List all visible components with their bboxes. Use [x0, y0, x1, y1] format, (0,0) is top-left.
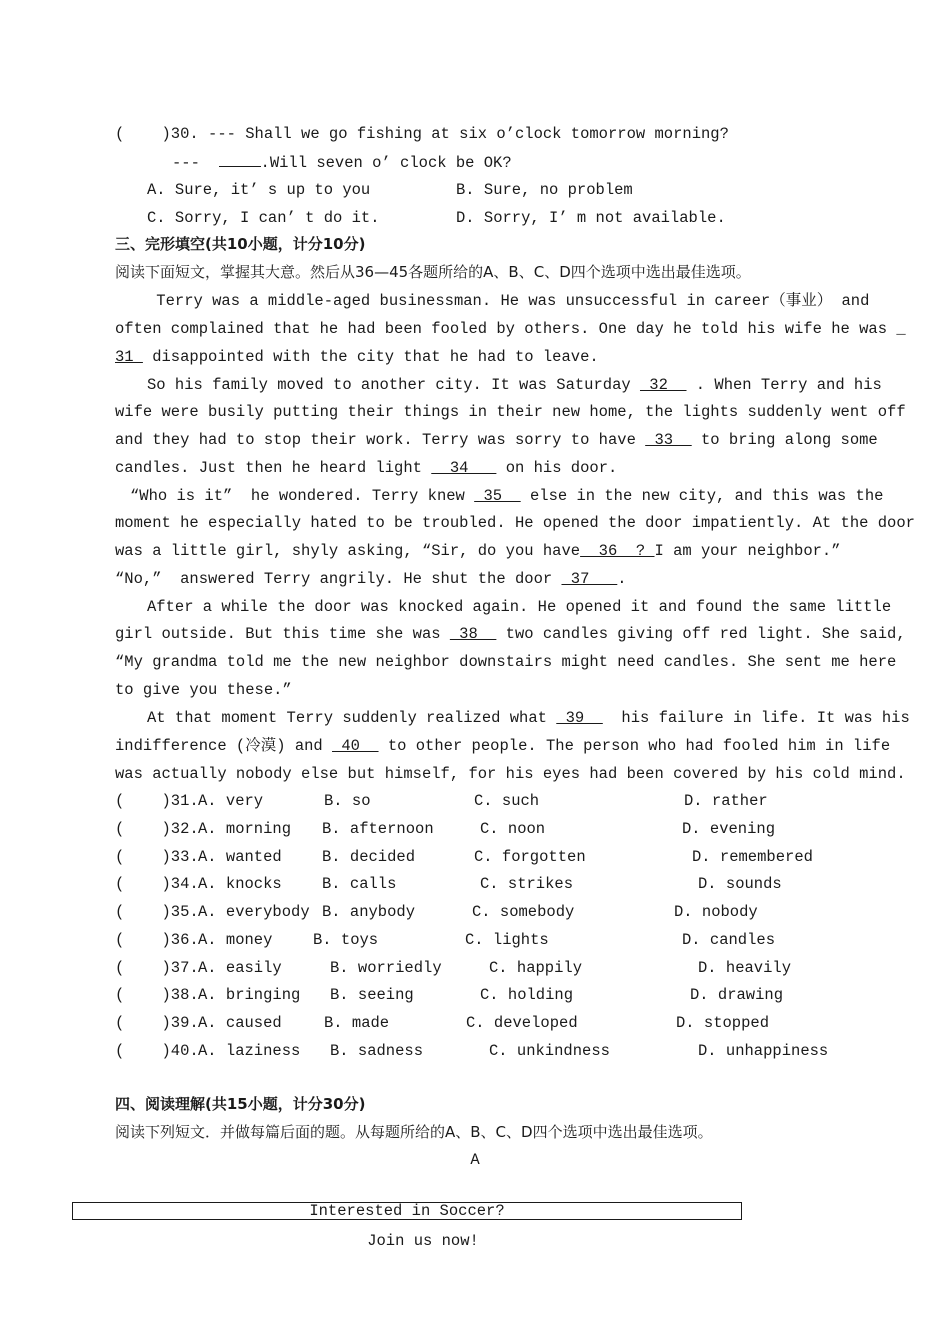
section4-instruction: 阅读下列短文．并做每篇后面的题。从每题所给的A、B、C、D四个选项中选出最佳选项。 [115, 1123, 713, 1141]
section3-instruction: 阅读下面短文，掌握其大意。然后从36—45各题所给的A、B、C、D四个选项中选出最佳选项。 [115, 263, 751, 281]
question-number: ( )33. [115, 848, 199, 866]
ad-title-box: Interested in Soccer? [72, 1202, 742, 1220]
option-c: C. such [474, 792, 540, 810]
passage-line-10-b: I am your neighbor.” [654, 542, 841, 560]
q30-reply-suffix: .Will seven o’ clock be OK? [260, 154, 512, 172]
blank-40: 40 [332, 737, 379, 755]
q30-option-d: D. Sorry, I’ m not available. [456, 209, 726, 227]
passage-line-12: After a while the door was knocked again. He opened it and found the same little [147, 598, 892, 616]
option-a: A. everybody [198, 903, 310, 921]
q30-option-a: A. Sure, it’ s up to you [147, 181, 371, 199]
q30-answer-blank [219, 152, 261, 167]
passage-line-17 [115, 736, 890, 756]
option-b: B. made [324, 1014, 390, 1032]
blank-31: 31 [115, 348, 143, 366]
q30-reply-prefix: --- [172, 154, 200, 172]
passage-line-4-b: . When Terry and his [686, 376, 882, 394]
option-a: A. knocks [198, 875, 282, 893]
passage-line-6 [115, 430, 878, 450]
option-b: B. so [324, 792, 371, 810]
option-c: C. developed [466, 1014, 578, 1032]
passage-line-6-b: to bring along some [691, 431, 878, 449]
q30-option-b: B. Sure, no problem [456, 181, 633, 199]
passage-line-13-a: girl outside. But this time she was [115, 625, 450, 643]
blank-35: 35 [474, 487, 521, 505]
blank-37: 37 [561, 570, 618, 588]
q30-option-c: C. Sorry, I can’ t do it. [147, 209, 380, 227]
option-d: D. heavily [698, 959, 792, 977]
option-b: B. seeing [330, 986, 414, 1004]
passage-line-4 [147, 375, 882, 395]
option-b: B. worriedly [330, 959, 442, 977]
passage-line-11-b: . [617, 570, 627, 588]
option-b: B. afternoon [322, 820, 434, 838]
option-d: D. evening [682, 820, 776, 838]
passage-line-17-a: indifference (冷漠) and [115, 737, 333, 755]
section4-heading: 四、阅读理解(共15小题，计分30分) [115, 1095, 366, 1113]
passage-line-11-a: “No,” answered Terry angrily. He shut the door [115, 570, 562, 588]
passage-line-6-a: and they had to stop their work. Terry was sorry to have [115, 431, 646, 449]
option-b: B. sadness [330, 1042, 424, 1060]
question-number: ( )35. [115, 903, 199, 921]
passage-line-7-b: on his door. [496, 459, 618, 477]
option-a: A. morning [198, 820, 292, 838]
passage-line-15: to give you these.” [115, 681, 292, 699]
question-number: ( )38. [115, 986, 199, 1004]
option-c: C. strikes [480, 875, 574, 893]
passage-line-4-a: So his family moved to another city. It was Saturday [147, 376, 640, 394]
option-a: A. laziness [198, 1042, 301, 1060]
question-number: ( )36. [115, 931, 199, 949]
passage-line-13-b: two candles giving off red light. She said, [496, 625, 906, 643]
ad-join-text: Join us now! [367, 1232, 479, 1250]
option-a: A. easily [198, 959, 282, 977]
q30-reply [172, 152, 512, 173]
option-a: A. caused [198, 1014, 282, 1032]
part-label: A [470, 1151, 480, 1169]
blank-39: 39 [556, 709, 603, 727]
option-c: C. somebody [472, 903, 575, 921]
option-a: A. very [198, 792, 264, 810]
passage-line-5: wife were busily putting their things in their new home, the lights suddenly went off [115, 403, 906, 421]
option-c: C. unkindness [489, 1042, 610, 1060]
passage-line-3 [115, 347, 599, 367]
passage-line-13 [115, 624, 906, 644]
question-number: ( )31. [115, 792, 199, 810]
option-b: B. anybody [322, 903, 416, 921]
passage-line-10-a: was a little girl, shyly asking, “Sir, do you have [115, 542, 581, 560]
passage-line-10 [115, 541, 841, 561]
passage-line-18: was actually nobody else but himself, for his eyes had been covered by his cold mind. [115, 765, 906, 783]
passage-line-2: often complained that he had been fooled by others. One day he told his wife he was _ [115, 320, 906, 338]
option-c: C. holding [480, 986, 574, 1004]
option-b: B. toys [313, 931, 379, 949]
passage-line-16 [147, 708, 910, 728]
passage-line-14: “My grandma told me the new neighbor downstairs might need candles. She sent me here [115, 653, 897, 671]
option-d: D. stopped [676, 1014, 770, 1032]
passage-line-1: Terry was a middle-aged businessman. He was unsuccessful in career（事业） and [147, 292, 870, 310]
blank-32: 32 [639, 376, 687, 394]
option-c: C. forgotten [474, 848, 586, 866]
option-c: C. happily [489, 959, 583, 977]
blank-34: 34 [431, 459, 497, 477]
option-d: D. drawing [690, 986, 784, 1004]
question-number: ( )32. [115, 820, 199, 838]
option-c: C. noon [480, 820, 546, 838]
passage-line-8-a: “Who is it” he wondered. Terry knew [130, 487, 475, 505]
option-d: D. unhappiness [698, 1042, 829, 1060]
passage-line-7 [115, 458, 617, 478]
option-d: D. rather [684, 792, 768, 810]
blank-36: 36 ? [580, 542, 655, 560]
option-b: B. calls [322, 875, 397, 893]
option-a: A. money [198, 931, 273, 949]
passage-line-11 [115, 569, 627, 589]
option-d: D. candles [682, 931, 776, 949]
question-number: ( )34. [115, 875, 199, 893]
blank-38: 38 [449, 625, 497, 643]
option-c: C. lights [465, 931, 549, 949]
question-number: ( )40. [115, 1042, 199, 1060]
option-d: D. nobody [674, 903, 758, 921]
passage-line-17-b: to other people. The person who had fooled him in life [378, 737, 891, 755]
passage-line-9: moment he especially hated to be troubled. He opened the door impatiently. At the door [115, 514, 915, 532]
option-a: A. wanted [198, 848, 282, 866]
passage-line-3-text: disappointed with the city that he had to leave. [142, 348, 599, 366]
option-d: D. sounds [698, 875, 782, 893]
passage-line-8-b: else in the new city, and this was the [520, 487, 884, 505]
passage-line-16-a: At that moment Terry suddenly realized what [147, 709, 557, 727]
question-number: ( )39. [115, 1014, 199, 1032]
option-d: D. remembered [692, 848, 813, 866]
blank-33: 33 [645, 431, 692, 449]
passage-line-7-a: candles. Just then he heard light [115, 459, 432, 477]
q30-stem: ( )30. --- Shall we go fishing at six o’clock tomorrow morning? [115, 125, 729, 143]
option-b: B. decided [322, 848, 416, 866]
passage-line-8 [130, 486, 883, 506]
question-number: ( )37. [115, 959, 199, 977]
section3-heading: 三、完形填空(共10小题，计分10分) [115, 235, 366, 253]
passage-line-16-b: his failure in life. It was his [602, 709, 910, 727]
option-a: A. bringing [198, 986, 301, 1004]
